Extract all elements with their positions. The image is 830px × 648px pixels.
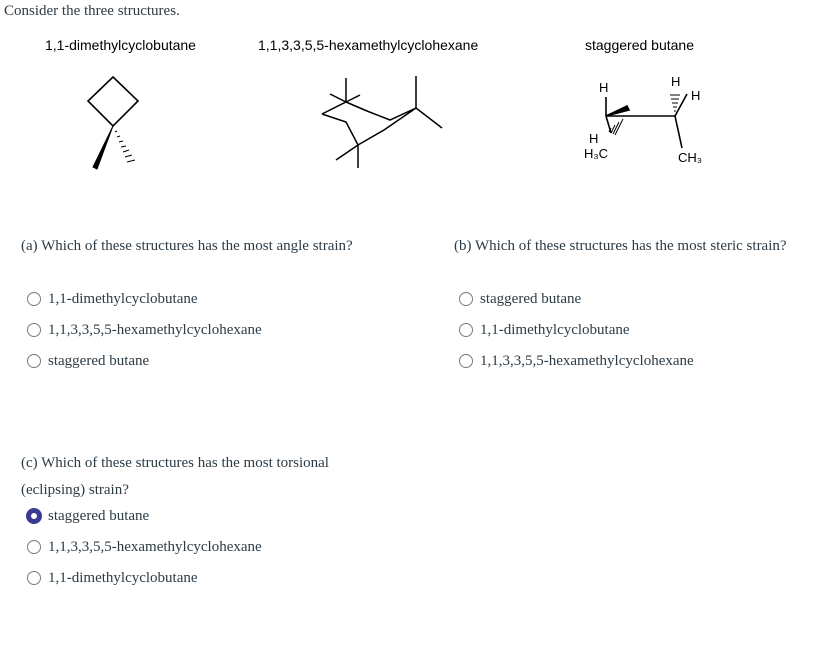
atom-h-back-right: H [691, 88, 701, 103]
option-label: 1,1,3,3,5,5-hexamethylcyclohexane [480, 352, 694, 369]
atom-h3c: H₃C [584, 146, 609, 161]
question-b: (b) Which of these structures has the most steric strain? [454, 238, 787, 254]
radio-b-1[interactable] [459, 292, 473, 306]
atom-h-top: H [599, 80, 609, 95]
option-a-2[interactable] [27, 318, 262, 342]
option-label: 1,1-dimethylcyclobutane [480, 321, 630, 338]
option-a-1[interactable] [27, 287, 198, 311]
option-label: staggered butane [480, 290, 582, 307]
option-label: staggered butane [48, 352, 150, 369]
option-label: staggered butane [48, 507, 150, 524]
radio-b-3[interactable] [459, 354, 473, 368]
question-a: (a) Which of these structures has the most angle strain? [21, 238, 353, 254]
structures-figure [0, 60, 830, 190]
option-label: 1,1,3,3,5,5-hexamethylcyclohexane [48, 321, 262, 338]
atom-h-front-left: H [589, 131, 599, 146]
structure-label-cyclobutane: 1,1-dimethylcyclobutane [45, 37, 196, 53]
radio-a-1[interactable] [27, 292, 41, 306]
option-b-3[interactable] [459, 349, 694, 373]
atom-ch3: CH₃ [678, 150, 703, 165]
cyclobutane-structure [88, 77, 138, 169]
option-b-2[interactable] [459, 318, 630, 342]
radio-c-3[interactable] [27, 571, 41, 585]
radio-c-2[interactable] [27, 540, 41, 554]
option-b-1[interactable] [459, 287, 581, 311]
structure-label-cyclohexane: 1,1,3,3,5,5-hexamethylcyclohexane [258, 37, 479, 53]
option-label: 1,1-dimethylcyclobutane [48, 290, 198, 307]
option-c-1[interactable] [27, 504, 149, 528]
radio-a-2[interactable] [27, 323, 41, 337]
atom-h-back-top: H [671, 74, 681, 89]
butane-sawhorse-structure [606, 94, 687, 148]
cyclohexane-structure [322, 76, 442, 168]
intro-text: Consider the three structures. [4, 3, 180, 19]
option-label: 1,1,3,3,5,5-hexamethylcyclohexane [48, 538, 262, 555]
option-c-3[interactable] [27, 566, 198, 590]
question-c-line1: (c) Which of these structures has the most torsional [21, 455, 329, 471]
question-c-line2: (eclipsing) strain? [21, 482, 129, 498]
option-c-2[interactable] [27, 535, 262, 559]
structure-label-butane: staggered butane [585, 37, 694, 53]
radio-c-1-selected[interactable] [26, 508, 42, 524]
radio-a-3[interactable] [27, 354, 41, 368]
radio-b-2[interactable] [459, 323, 473, 337]
option-label: 1,1-dimethylcyclobutane [48, 569, 198, 586]
option-a-3[interactable] [27, 349, 149, 373]
question-c [21, 450, 329, 504]
